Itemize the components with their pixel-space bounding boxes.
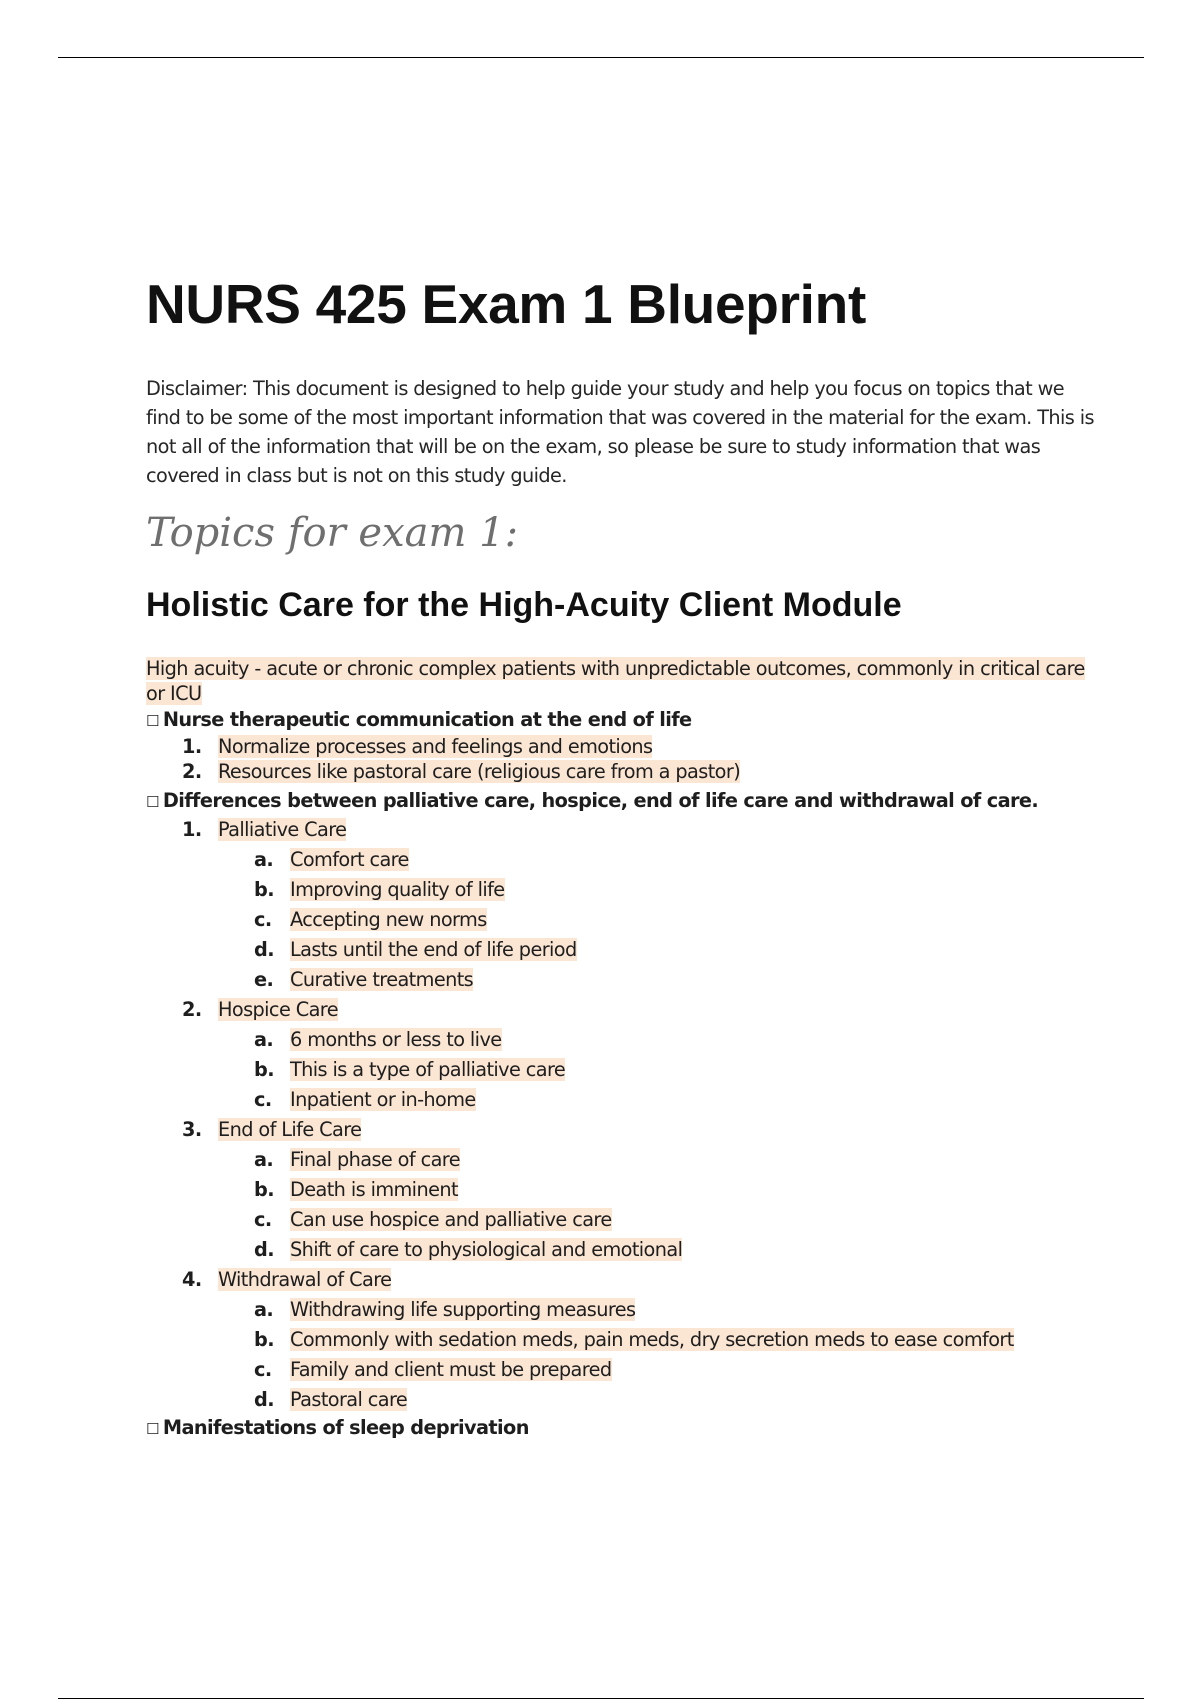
sublist-item xyxy=(146,935,1096,965)
care-types-list xyxy=(146,995,1096,1025)
sublist-letter: c. xyxy=(254,908,272,931)
sublist-item-text: Final phase of care xyxy=(290,1148,460,1171)
list-item-withdrawal xyxy=(146,1265,1096,1295)
section-heading-differences xyxy=(146,788,1096,815)
section-heading-sleep xyxy=(146,1415,1096,1442)
list-item xyxy=(146,759,1096,784)
module-heading: Holistic Care for the High-Acuity Client Module xyxy=(146,586,902,624)
sublist-item xyxy=(146,1055,1096,1085)
list-item-end-of-life xyxy=(146,1115,1096,1145)
intro-text: High acuity - acute or chronic complex patients with unpredictable outcomes, commonly in critical care or ICU xyxy=(146,657,1085,705)
sublist-letter: b. xyxy=(254,1058,274,1081)
palliative-sublist xyxy=(146,845,1096,995)
list-item-text: Withdrawal of Care xyxy=(218,1268,392,1291)
sublist-letter: a. xyxy=(254,1028,274,1051)
list-item-text: Palliative Care xyxy=(218,818,347,841)
sublist-item-text: Curative treatments xyxy=(290,968,474,991)
sublist-letter: b. xyxy=(254,878,274,901)
sublist-item-text: This is a type of palliative care xyxy=(290,1058,566,1081)
section-heading-text: Differences between palliative care, hospice, end of life care and withdrawal of care. xyxy=(162,789,1039,812)
document-content xyxy=(146,656,1096,1442)
sublist-item xyxy=(146,1145,1096,1175)
sublist-item xyxy=(146,905,1096,935)
checkbox-glyph-icon: ☐ xyxy=(146,793,159,811)
checkbox-glyph-icon: ☐ xyxy=(146,1420,159,1438)
sublist-letter: b. xyxy=(254,1178,274,1201)
list-number: 2. xyxy=(182,998,202,1021)
list-item-text: Resources like pastoral care (religious care from a pastor) xyxy=(218,760,741,783)
sublist-item-text: Lasts until the end of life period xyxy=(290,938,577,961)
sublist-item-text: Accepting new norms xyxy=(290,908,487,931)
sublist-item-text: Commonly with sedation meds, pain meds, dry secretion meds to ease comfort xyxy=(290,1328,1014,1351)
list-item-hospice xyxy=(146,995,1096,1025)
withdrawal-sublist xyxy=(146,1295,1096,1415)
sublist-item xyxy=(146,965,1096,995)
footer-rule xyxy=(58,1698,1144,1699)
sublist-letter: c. xyxy=(254,1088,272,1111)
list-item-palliative xyxy=(146,815,1096,845)
end-of-life-sublist xyxy=(146,1145,1096,1265)
sublist-item-text: Withdrawing life supporting measures xyxy=(290,1298,636,1321)
communication-list xyxy=(146,734,1096,784)
list-number: 1. xyxy=(182,735,202,758)
header-rule xyxy=(58,57,1144,58)
sublist-letter: d. xyxy=(254,938,274,961)
sublist-item xyxy=(146,1325,1096,1355)
list-number: 4. xyxy=(182,1268,202,1291)
list-item-text: Normalize processes and feelings and emotions xyxy=(218,735,653,758)
care-types-list xyxy=(146,1265,1096,1295)
topics-heading: Topics for exam 1: xyxy=(146,510,519,556)
sublist-item xyxy=(146,845,1096,875)
sublist-item-text: Shift of care to physiological and emotional xyxy=(290,1238,683,1261)
document-title: NURS 425 Exam 1 Blueprint xyxy=(146,273,866,335)
sublist-item-text: Comfort care xyxy=(290,848,409,871)
list-number: 3. xyxy=(182,1118,202,1141)
sublist-item-text: Pastoral care xyxy=(290,1388,408,1411)
disclaimer-text: Disclaimer: This document is designed to help guide your study and help you focus on topics that we find to be some of the most important information that was covered in the material for the exam. This is not all of the information that will be on the exam, so please be sure to study information that was covered in class but is not on this study guide. xyxy=(146,377,1094,487)
sublist-item-text: Family and client must be prepared xyxy=(290,1358,612,1381)
sublist-letter: a. xyxy=(254,1148,274,1171)
sublist-item xyxy=(146,1175,1096,1205)
sublist-item xyxy=(146,1235,1096,1265)
sublist-letter: d. xyxy=(254,1238,274,1261)
sublist-item-text: Death is imminent xyxy=(290,1178,458,1201)
care-types-list xyxy=(146,1115,1096,1145)
list-item xyxy=(146,734,1096,759)
sublist-item xyxy=(146,1025,1096,1055)
section-heading-text: Manifestations of sleep deprivation xyxy=(162,1416,529,1439)
hospice-sublist xyxy=(146,1025,1096,1115)
sublist-item-text: Inpatient or in-home xyxy=(290,1088,476,1111)
sublist-item xyxy=(146,1295,1096,1325)
intro-paragraph xyxy=(146,656,1096,706)
list-item-text: End of Life Care xyxy=(218,1118,362,1141)
sublist-letter: d. xyxy=(254,1388,274,1411)
sublist-item-text: Improving quality of life xyxy=(290,878,505,901)
sublist-item xyxy=(146,1085,1096,1115)
section-heading-communication xyxy=(146,707,1096,734)
sublist-item-text: Can use hospice and palliative care xyxy=(290,1208,612,1231)
sublist-item xyxy=(146,1355,1096,1385)
list-number: 1. xyxy=(182,818,202,841)
sublist-letter: a. xyxy=(254,848,274,871)
section-heading-text: Nurse therapeutic communication at the end of life xyxy=(162,708,692,731)
sublist-letter: c. xyxy=(254,1208,272,1231)
list-item-text: Hospice Care xyxy=(218,998,338,1021)
sublist-letter: e. xyxy=(254,968,274,991)
sublist-item xyxy=(146,875,1096,905)
sublist-item xyxy=(146,1205,1096,1235)
sublist-letter: b. xyxy=(254,1328,274,1351)
sublist-letter: c. xyxy=(254,1358,272,1381)
sublist-letter: a. xyxy=(254,1298,274,1321)
checkbox-glyph-icon: ☐ xyxy=(146,712,159,730)
care-types-list xyxy=(146,815,1096,845)
sublist-item-text: 6 months or less to live xyxy=(290,1028,502,1051)
sublist-item xyxy=(146,1385,1096,1415)
list-number: 2. xyxy=(182,760,202,783)
